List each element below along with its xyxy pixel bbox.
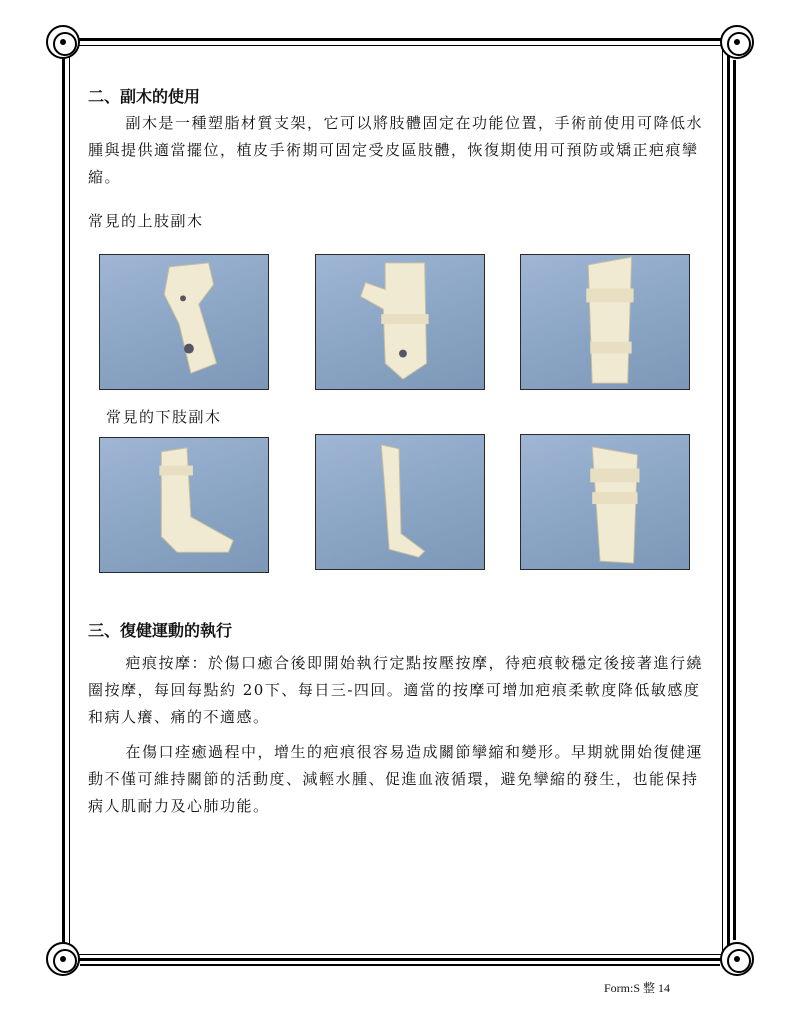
knee-splint-photo (520, 434, 690, 570)
ankle-foot-splint-photo (99, 437, 269, 573)
page-footer: Form:S 整 14 (604, 981, 671, 995)
corner-ornament-bottom-left (46, 942, 80, 976)
upper-limb-caption: 常見的上肢副木 (88, 212, 204, 230)
corner-ornament-top-right (720, 25, 754, 59)
forearm-thumb-splint-photo (315, 254, 485, 390)
corner-ornament-top-left (46, 25, 80, 59)
section2-heading: 二、副木的使用 (88, 87, 201, 106)
long-leg-splint-photo (315, 434, 485, 570)
section3-heading: 三、復健運動的執行 (88, 621, 233, 640)
section3-paragraph-2: 在傷口痊癒過程中，增生的疤痕很容易造成關節攣縮和變形。早期就開始復健運動不僅可維持關節的活動度、減輕水腫、促進血液循環，避免攣縮的發生，也能保持病人肌耐力及心肺功能。 (88, 743, 704, 815)
section2-body: 副木是一種塑脂材質支架，它可以將肢體固定在功能位置，手術前使用可降低水腫與提供適當擺位，植皮手術期可固定受皮區肢體，恢復期使用可預防或矯正疤痕攣縮。 (88, 114, 704, 186)
section-rehab-exercise (88, 618, 708, 820)
section-splint-usage (88, 84, 708, 191)
corner-ornament-bottom-right (720, 942, 754, 976)
section3-paragraph-1: 疤痕按摩：於傷口癒合後即開始執行定點按壓按摩，待疤痕較穩定後接著進行繞圈按摩，每回每點約 20下、每日三-四回。適當的按摩可增加疤痕柔軟度降低敏感度和病人癢、痛的不適感。 (88, 654, 704, 726)
straight-arm-splint-photo (520, 254, 690, 390)
elbow-splint-photo (99, 254, 269, 390)
lower-limb-caption: 常見的下肢副木 (106, 408, 222, 426)
